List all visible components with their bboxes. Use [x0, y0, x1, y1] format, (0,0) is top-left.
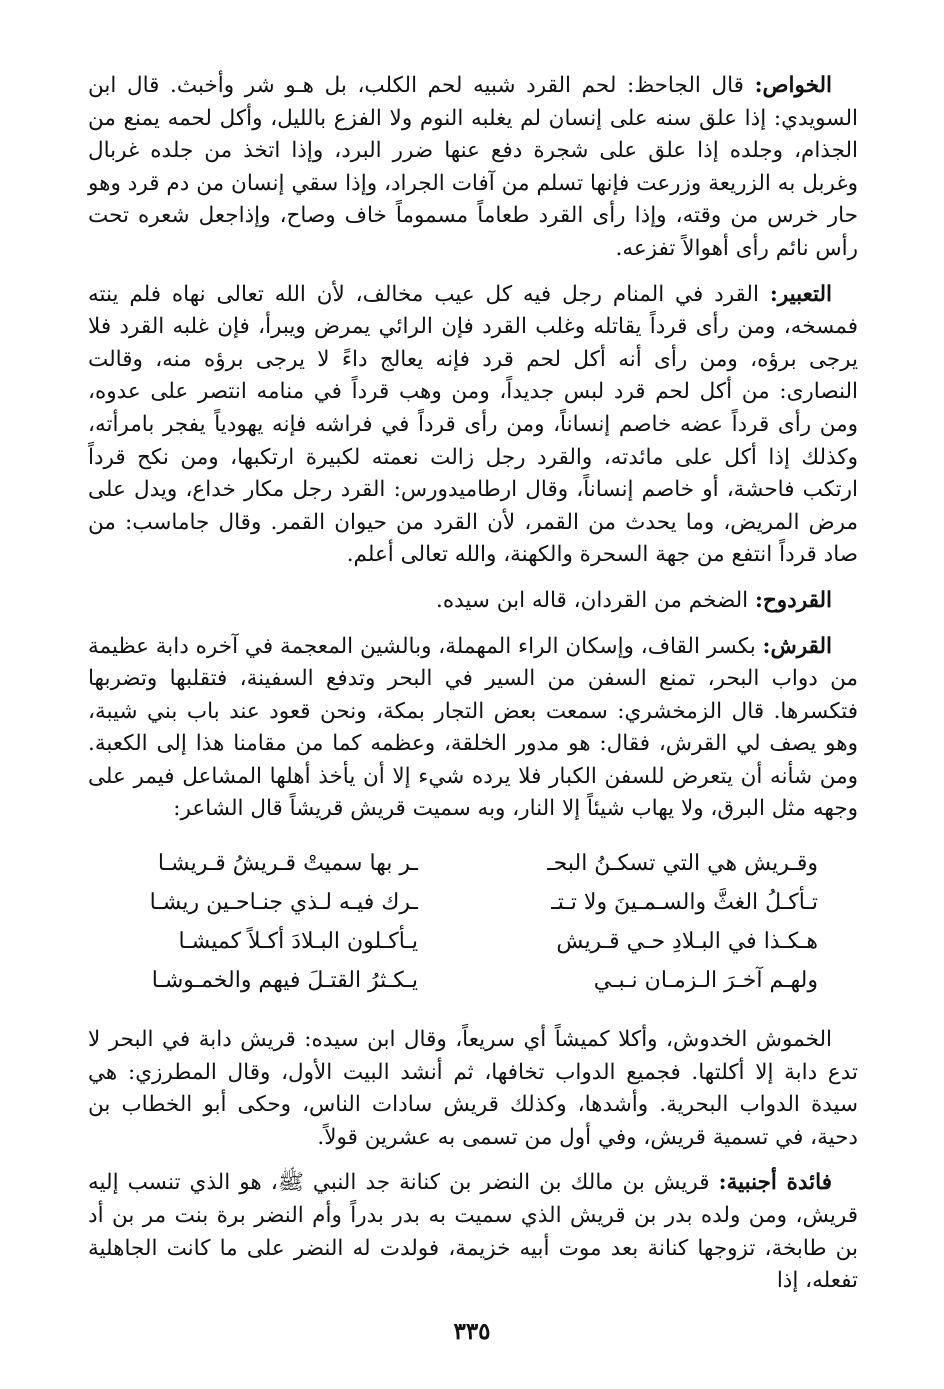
paragraph-qardouh	[88, 585, 858, 618]
poem-hemistich-second: ـر بها سميتْ قـريشُ قـريشـا	[157, 851, 418, 877]
page-body	[88, 70, 858, 1311]
entry-text: القرد في المنام رجل فيه كل عيب مخالف، لأن الله تعالى نهاه فلم ينته فمسخه، ومن رأى قرداً يقاتله وغلب القرد فإن الرائي يمرض ويبرأ، فإن غلبه القرد فلا يرجى برؤه، ومن رأى أنه أكل لحم قرد فإنه يعالج داءً لا يرجى برؤه منه، وقالت النصارى: من أكل لحم قرد لبس جديداً، ومن وهب قرداً في منامه انتصر على عدوه، ومن رأى قرداً عضه خاصم إنساناً، ومن رأى قرداً في فراشه فإنه يهودياً يفجر بامرأته، وكذلك إذا أكل على مائدته، والقرد رجل زالت نعمته لكبيرة ارتكبها، ومن نكح قرداً ارتكب فاحشة، أو خاصم إنساناً، وقال ارطاميدورس: القرد رجل مكار خداع، ويدل على مرض المريض، وما يحدث من القمر، لأن القرد من حيوان القمر. وقال جاماسب: من صاد قرداً انتفع من جهة السحرة والكهنة، والله تعالى أعلم.	[88, 281, 858, 568]
entry-text: الضخم من القردان، قاله ابن سيده.	[436, 587, 755, 613]
paragraph-qirsh	[88, 631, 858, 827]
poem	[88, 844, 858, 1000]
paragraph-khumush	[88, 1024, 858, 1154]
poem-verse	[98, 922, 818, 961]
poem-verse	[98, 883, 818, 922]
poem-hemistich-second: ـرك فيـه لـذي جنـاحـين ريشـا	[149, 890, 418, 916]
entry-term: الخواص:	[754, 73, 832, 98]
paragraph-faida	[88, 1167, 858, 1297]
paragraph-khawas	[88, 70, 858, 266]
poem-hemistich-second: يـكـثرُ القتـلَ فيهم والخمـوشـا	[151, 968, 418, 994]
poem-hemistich-first: وقـريش هي التي تسكـنُ البحـ	[547, 851, 818, 877]
entry-text: بكسر القاف، وإسكان الراء المهملة، وبالشين المعجمة في آخره دابة عظيمة من دواب البحر، تمنع السفن من السير في البحر وتدفع السفينة، فتقلبها وتضربها فتكسرها. قال الزمخشري: سمعت بعض التجار بمكة، ونحن قعود عند باب بني شيبة، وهو يصف لي القرش، فقال: هو مدور الخلقة، وعظمه كما من مقامنا هذا إلى الكعبة. ومن شأنه أن يتعرض للسفن الكبار فلا يرده شيء إلا أن يأخذ أهلها المشاعل فيمر على وجهه مثل البرق، ولا يهاب شيئاً إلا النار، وبه سميت قريش قريشاً قال الشاعر:	[88, 633, 858, 822]
poem-hemistich-second: يـأكـلون البـلادَ أكـلاً كميشـا	[178, 929, 418, 955]
poem-hemistich-first: هـكـذا في البـلادِ حـي قـريش	[556, 929, 818, 955]
entry-term: التعبير:	[769, 281, 832, 307]
entry-text: قال الجاحظ: لحم القرد شبيه لحم الكلب، بل هـو شر وأخبث. قال ابن السويدي: إذا علق سنه على إنسان لم يغلبه النوم ولا الفزع بالليل، وأكل لحمه يمنع من الجذام، وجلده إذا علق على شجرة دفع عنها ضرر البرد، وإذا اتخذ من جلده غربال وغربل به الزريعة وزرعت فإنها تسلم من آفات الجراد، وإذا سقي إنسان من دم قرد وهو حار خرس من وقته، وإذا رأى القرد طعاماً مسموماً خاف وصاح، وإذاجعل شعره تحت رأس نائم رأى أهوالاً تفزعه.	[88, 73, 858, 261]
entry-term: القرش:	[762, 633, 832, 659]
page-number: ٣٣٥	[453, 1318, 491, 1345]
poem-hemistich-first: ولهـم آخـرَ الـزمـان نـبـي	[593, 968, 818, 994]
entry-text: الخموش الخدوش، وأكلا كميشاً أي سريعاً، وقال ابن سيده: قريش دابة في البحر لا تدع دابة إلا أكلتها. فجميع الدواب تخافها، ثم أنشد البيت الأول، وقال المطرزي: هي سيدة الدواب البحرية. وأشدها، وكذلك قريش سادات الناس، وحكى أبو الخطاب بن دحية، في تسمية قريش، وفي أول من تسمى به عشرين قولاً.	[88, 1027, 858, 1150]
poem-verse	[98, 961, 818, 1000]
entry-text: قريش بن مالك بن النضر بن كنانة جد النبي ﷺ، هو الذي تنسب إليه قريش، ومن ولده بدر بن قريش الذي سميت به بدر بدراً وأم النضر برة بنت مر بن أد بن طابخة، تزوجها كنانة بعد موت أبيه خزيمة، فولدت له النضر على ما كانت الجاهلية تفعله، إذا	[88, 1170, 858, 1294]
poem-hemistich-first: تـأكـلُ الغثَّ والسـمـينَ ولا تـتـ	[551, 890, 818, 916]
entry-term: القردوح:	[754, 587, 832, 613]
paragraph-tabir	[88, 279, 858, 572]
poem-verse	[98, 844, 818, 883]
entry-term: فائدة أجنبية:	[718, 1170, 832, 1196]
